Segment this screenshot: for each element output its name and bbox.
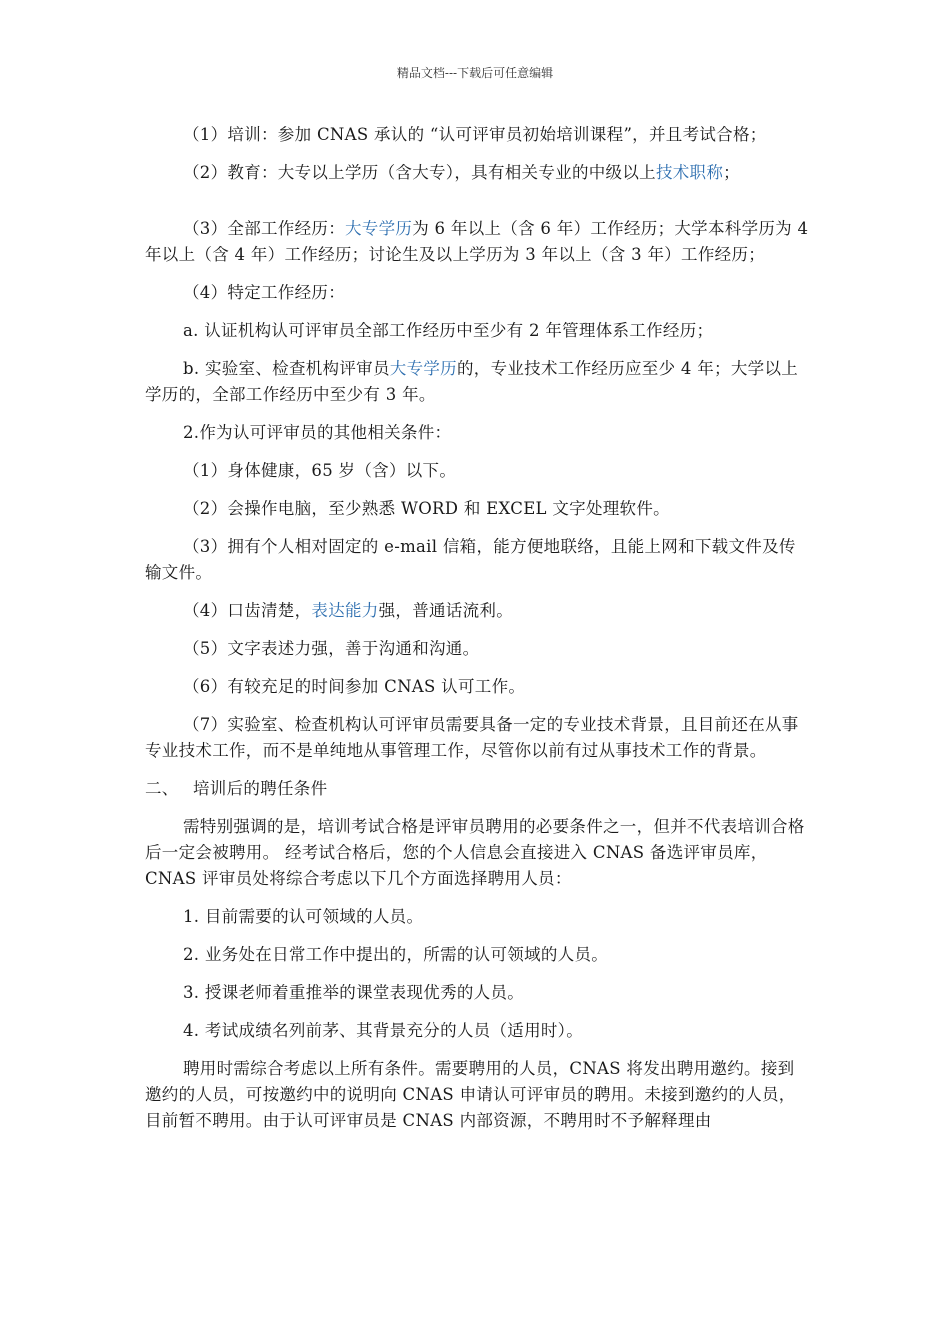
paragraph: [145, 980, 810, 1006]
paragraph: [145, 122, 810, 148]
section-heading: [145, 776, 810, 802]
paragraph-text: （2）会操作电脑，至少熟悉 WORD 和 EXCEL 文字处理软件。: [183, 499, 670, 518]
paragraph-text: 2.作为认可评审员的其他相关条件：: [183, 423, 452, 442]
paragraph-text: 需特别强调的是，培训考试合格是评审员聘用的必要条件之一，但并不代表培训合格后一定会被聘用。 经考试合格后，您的个人信息会直接进入 CNAS 备选评审员库，CNAS 评审员处将综合考虑以下几个方面选择聘用人员：: [145, 817, 805, 888]
paragraph-text: （1）培训：参加 CNAS 承认的 “认可评审员初始培训课程”，并且考试合格；: [183, 125, 767, 144]
paragraph: [145, 904, 810, 930]
paragraph: [145, 160, 810, 186]
section-title: 培训后的聘任条件: [193, 779, 328, 798]
paragraph: [145, 712, 810, 764]
paragraph-text: ；: [723, 163, 740, 182]
paragraph: [145, 458, 810, 484]
paragraph: [145, 280, 810, 306]
paragraph-text: b. 实验室、检查机构评审员: [183, 359, 390, 378]
paragraph-text: 聘用时需综合考虑以上所有条件。需要聘用的人员，CNAS 将发出聘用邀约。接到邀约的人员，可按邀约中的说明向 CNAS 申请认可评审员的聘用。未接到邀约的人员，目前暂不聘用。由于认可评审员是 CNAS 内部资源，不聘用时不予解释理由: [145, 1059, 796, 1130]
paragraph: [145, 318, 810, 344]
paragraph: [145, 496, 810, 522]
appointment-conditions: [145, 814, 810, 1134]
paragraph-text: 强，普通话流利。: [378, 601, 514, 620]
paragraph: [145, 356, 810, 408]
requirements-list: [145, 122, 810, 764]
paragraph: [145, 216, 810, 268]
paragraph: [145, 598, 810, 624]
document-body: [145, 122, 810, 1146]
inline-link[interactable]: 技术职称: [655, 163, 724, 182]
paragraph-text: （7）实验室、检查机构认可评审员需要具备一定的专业技术背景，且目前还在从事专业技术工作，而不是单纯地从事管理工作，尽管你以前有过从事技术工作的背景。: [145, 715, 799, 760]
paragraph: [145, 1018, 810, 1044]
paragraph: [145, 1056, 810, 1134]
paragraph-text: 的，专业技术工作经历应至少 4 年；大学以上学历的，全部工作经历中至少有 3 年。: [145, 359, 799, 404]
paragraph-text: a. 认证机构认可评审员全部工作经历中至少有 2 年管理体系工作经历；: [183, 321, 714, 340]
paragraph-text: （3）全部工作经历：: [183, 219, 345, 238]
paragraph-text: 为 6 年以上（含 6 年）工作经历；大学本科学历为 4 年以上（含 4 年）工作经历；讨论生及以上学历为 3 年以上（含 3 年）工作经历；: [145, 219, 809, 264]
paragraph-text: （1）身体健康，65 岁（含）以下。: [183, 461, 457, 480]
paragraph-text: （2）教育：大专以上学历（含大专），具有相关专业的中级以上: [183, 163, 656, 182]
paragraph: [145, 814, 810, 892]
paragraph: [145, 420, 810, 446]
paragraph-text: （4）口齿清楚，: [183, 601, 312, 620]
paragraph: [145, 636, 810, 662]
paragraph-text: 1. 目前需要的认可领域的人员。: [183, 907, 424, 926]
paragraph-text: （3）拥有个人相对固定的 e-mail 信箱，能方便地联络，且能上网和下载文件及传输文件。: [145, 537, 796, 582]
paragraph-text: 4. 考试成绩名列前茅、其背景充分的人员（适用时）。: [183, 1021, 584, 1040]
page-header: 精品文档---下载后可任意编辑: [396, 66, 554, 80]
section-number: 二、: [145, 779, 179, 798]
paragraph-text: （5）文字表述力强，善于沟通和沟通。: [183, 639, 480, 658]
paragraph-text: （6）有较充足的时间参加 CNAS 认可工作。: [183, 677, 526, 696]
paragraph: [145, 674, 810, 700]
paragraph: [145, 534, 810, 586]
paragraph-text: （4）特定工作经历：: [183, 283, 345, 302]
inline-link[interactable]: 大专学历: [389, 359, 457, 378]
inline-link[interactable]: 大专学历: [345, 219, 413, 238]
inline-link[interactable]: 表达能力: [311, 601, 379, 620]
paragraph-text: 2. 业务处在日常工作中提出的，所需的认可领域的人员。: [183, 945, 609, 964]
paragraph: [145, 942, 810, 968]
paragraph-text: 3. 授课老师着重推举的课堂表现优秀的人员。: [183, 983, 525, 1002]
